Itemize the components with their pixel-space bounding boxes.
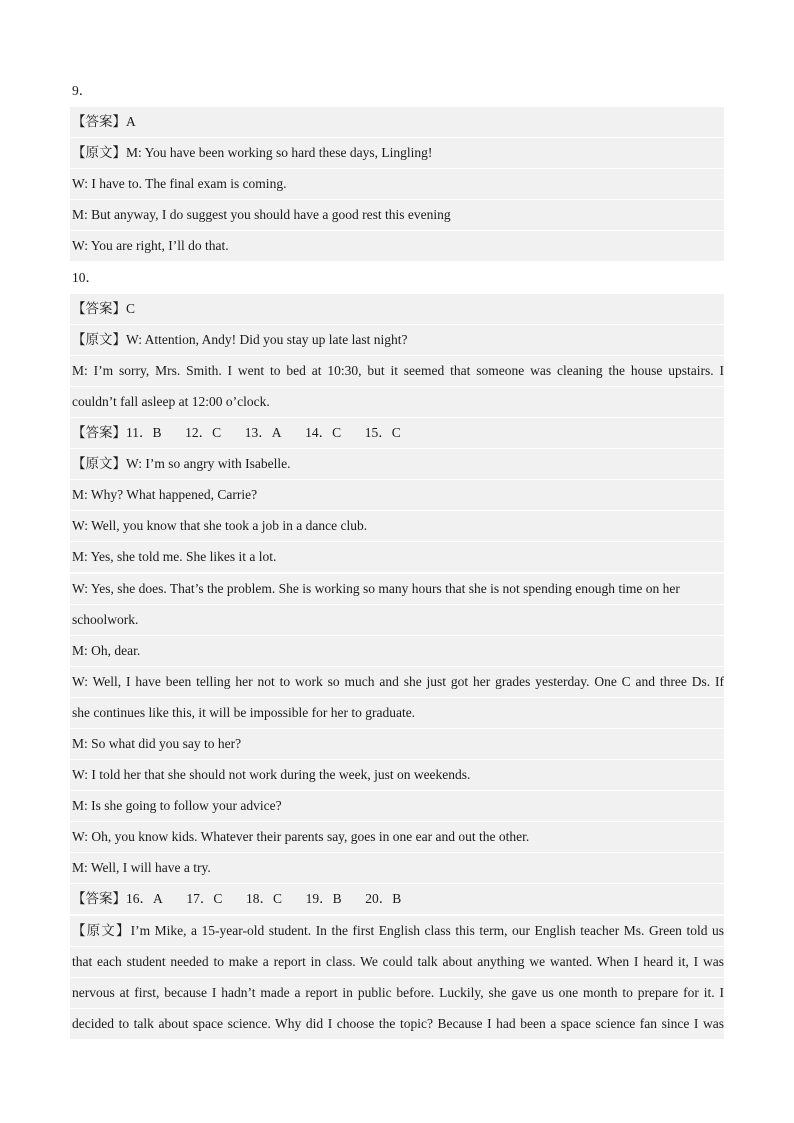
text-line: M: Well, I will have a try.	[70, 853, 724, 883]
text-line: M: Is she going to follow your advice?	[70, 791, 724, 821]
text-line: 9．	[72, 83, 93, 98]
text-line: she continues like this, it will be impossible for her to graduate.	[70, 698, 724, 728]
text-line: M: Yes, she told me. She likes it a lot.	[70, 542, 724, 572]
text-line: M: Oh, dear.	[70, 636, 724, 666]
text-line: schoolwork.	[70, 605, 724, 635]
text-line: 【答案】C	[70, 294, 724, 324]
text-line: couldn’t fall asleep at 12:00 o’clock.	[70, 387, 724, 417]
text-line: W: You are right, I’ll do that.	[70, 231, 724, 261]
text-line: W: I have to. The final exam is coming.	[70, 169, 724, 199]
text-line: 10．	[72, 269, 99, 285]
text-line: 【原文】W: Attention, Andy! Did you stay up late last night?	[70, 325, 724, 355]
text-line: nervous at first, because I hadn’t made a report in public before. Luckily, she gave us one month to prepare for it. I	[70, 978, 724, 1008]
text-line: 【原文】I’m Mike, a 15-year-old student. In the first English class this term, our English teacher Ms. Green told us	[70, 916, 724, 946]
text-line: M: Why? What happened, Carrie?	[70, 480, 724, 510]
text-line: M: But anyway, I do suggest you should have a good rest this evening	[70, 200, 724, 230]
text-line: W: Yes, she does. That’s the problem. She is working so many hours that she is not spending enough time on her	[70, 574, 724, 604]
text-line: 【答案】16．A 17．C 18．C 19．B 20．B	[70, 884, 724, 914]
text-line: that each student needed to make a report in class. We could talk about anything we wanted. When I heard it, I was	[70, 947, 724, 977]
text-line: M: I’m sorry, Mrs. Smith. I went to bed at 10:30, but it seemed that someone was cleaning the house upstairs. I	[70, 356, 724, 386]
text-line: 【原文】W: I’m so angry with Isabelle.	[70, 449, 724, 479]
text-line: W: Well, you know that she took a job in a dance club.	[70, 511, 724, 541]
text-line: 【答案】11．B 12．C 13．A 14．C 15．C	[70, 418, 724, 448]
text-line: W: I told her that she should not work during the week, just on weekends.	[70, 760, 724, 790]
text-line: 【答案】A	[70, 107, 724, 137]
text-line: W: Well, I have been telling her not to work so much and she just got her grades yesterday. One C and three Ds. If	[70, 667, 724, 697]
document-body	[70, 76, 724, 1040]
text-line: 【原文】M: You have been working so hard these days, Lingling!	[70, 138, 724, 168]
text-line: decided to talk about space science. Why did I choose the topic? Because I had been a space science fan since I was	[70, 1009, 724, 1039]
text-line: W: Oh, you know kids. Whatever their parents say, goes in one ear and out the other.	[70, 822, 724, 852]
text-line: M: So what did you say to her?	[70, 729, 724, 759]
